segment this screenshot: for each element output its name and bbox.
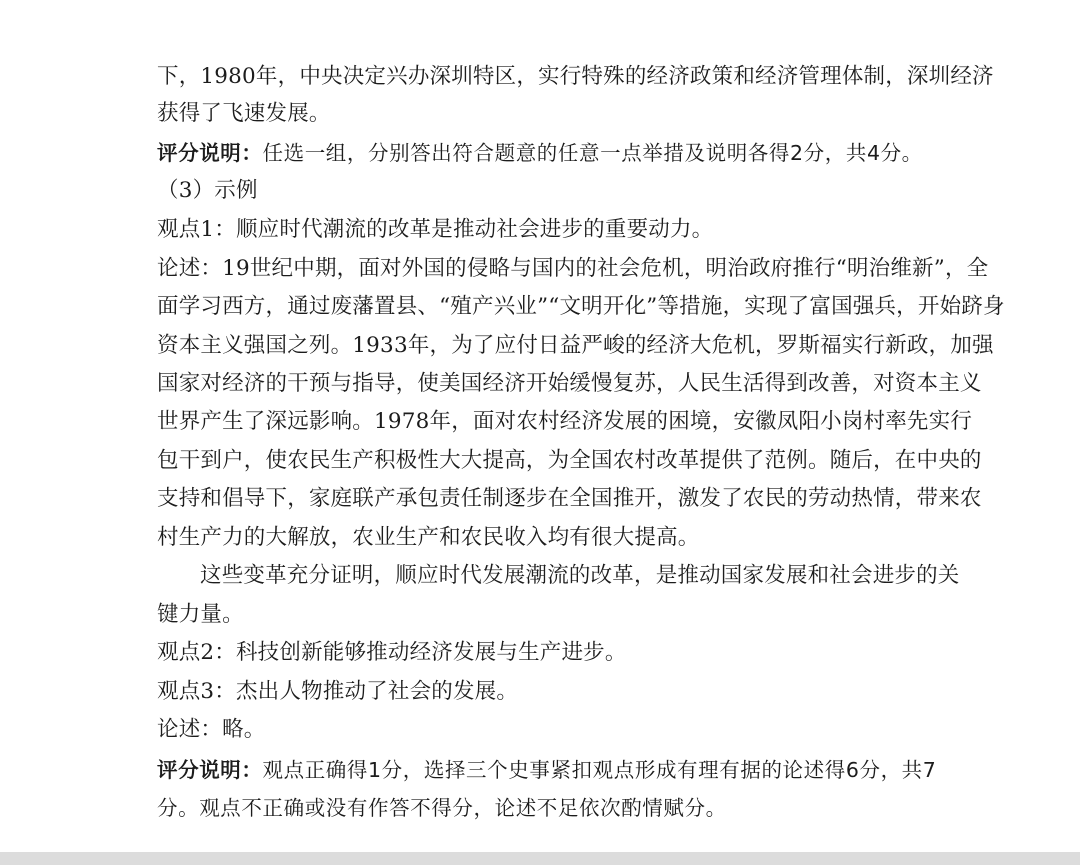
text-line: 论述：略。	[157, 717, 266, 742]
text-line: 这些变革充分证明，顺应时代发展潮流的改革，是推动国家发展和社会进步的关	[200, 563, 960, 588]
bottom-divider	[0, 852, 1080, 865]
scoring-note-text: 任选一组，分别答出符合题意的任意一点举措及说明各得2分，共4分。	[262, 141, 923, 165]
text-line: 包干到户，使农民生产积极性大大提高，为全国农村改革提供了范例。随后，在中央的	[157, 448, 982, 473]
text-line: 分。观点不正确或没有作答不得分，论述不足依次酌情赋分。	[157, 796, 727, 820]
text-line: 论述：19世纪中期，面对外国的侵略与国内的社会危机，明治政府推行“明治维新”，全	[157, 256, 989, 281]
text-line: 获得了飞速发展。	[157, 101, 331, 126]
text-line: 支持和倡导下，家庭联产承包责任制逐步在全国推开，激发了农民的劳动热情，带来农	[157, 486, 982, 511]
viewpoint-1: 观点1：顺应时代潮流的改革是推动社会进步的重要动力。	[157, 217, 714, 242]
section-heading: （3）示例	[157, 178, 258, 203]
scoring-note-label: 评分说明：	[157, 141, 263, 165]
viewpoint-2: 观点2：科技创新能够推动经济发展与生产进步。	[157, 640, 627, 665]
scoring-note-text: 观点正确得1分，选择三个史事紧扣观点形成有理有据的论述得6分，共7	[262, 758, 937, 782]
scoring-note-line	[157, 138, 923, 169]
text-line: 键力量。	[157, 602, 244, 627]
text-line: 面学习西方，通过废藩置县、“殖产兴业”“文明开化”等措施，实现了富国强兵，开始跻身	[157, 294, 1005, 319]
viewpoint-3: 观点3：杰出人物推动了社会的发展。	[157, 679, 519, 704]
text-line: 国家对经济的干预与指导，使美国经济开始缓慢复苏，人民生活得到改善，对资本主义	[157, 371, 982, 396]
text-line: 下，1980年，中央决定兴办深圳特区，实行特殊的经济政策和经济管理体制，深圳经济	[157, 64, 994, 89]
text-line: 村生产力的大解放，农业生产和农民收入均有很大提高。	[157, 525, 700, 550]
scoring-note-label: 评分说明：	[157, 758, 263, 782]
text-line: 世界产生了深远影响。1978年，面对农村经济发展的困境，安徽凤阳小岗村率先实行	[157, 409, 973, 434]
scoring-note-line	[157, 755, 936, 786]
text-line: 资本主义强国之列。1933年，为了应付日益严峻的经济大危机，罗斯福实行新政，加强	[157, 333, 994, 358]
